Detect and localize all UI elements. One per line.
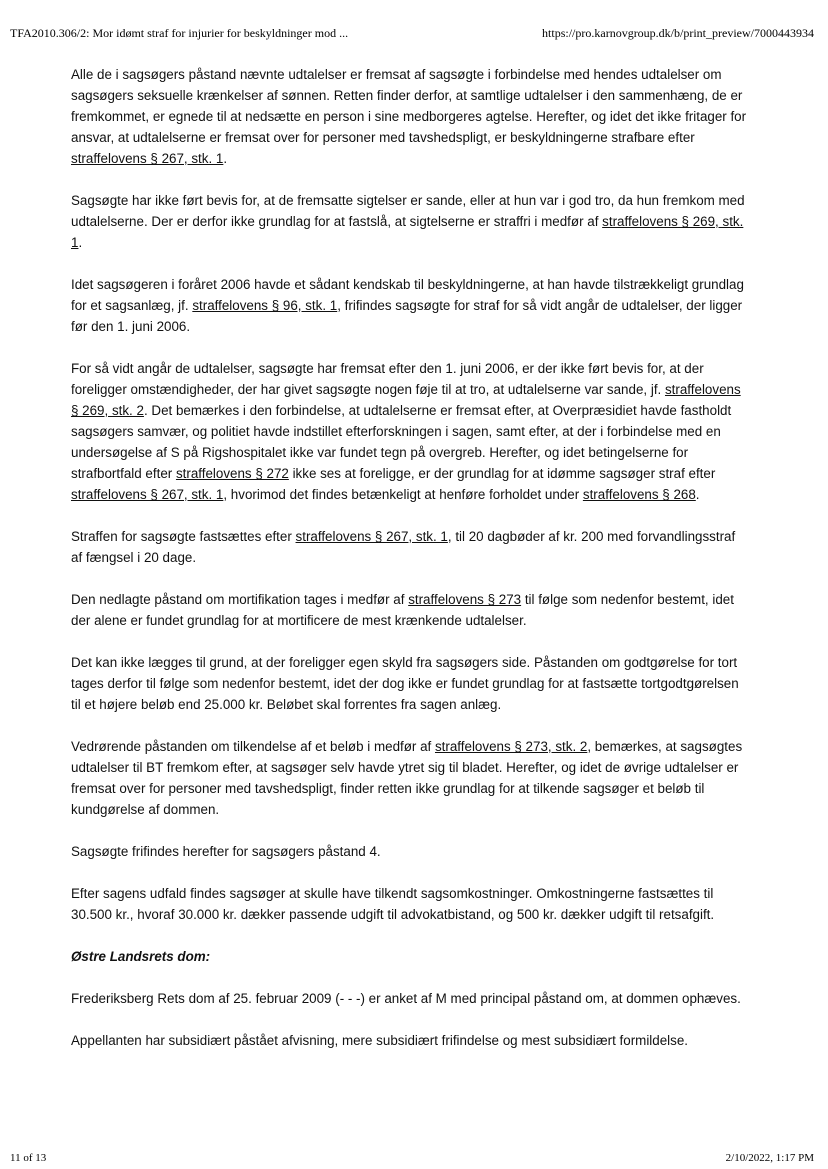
paragraph: [71, 988, 747, 1009]
law-reference-link[interactable]: straffelovens § 96, stk. 1: [192, 298, 338, 313]
law-reference-link[interactable]: straffelovens § 272: [175, 466, 289, 481]
paragraph-text: Den nedlagte påstand om mortifikation tages i medfør af: [71, 592, 409, 607]
paragraph-text: .: [78, 235, 83, 250]
paragraph-text: Appellanten har subsidiært påstået afvisning, mere subsidiært frifindelse og mest subsidiært formildelse.: [71, 1033, 689, 1048]
paragraph-text: , til 20 dagbøder af kr. 200 med forvandlingsstraf af fængsel i 20 dage.: [71, 529, 736, 565]
document-body: [71, 64, 747, 1072]
paragraph-text: ikke ses at foreligge, er der grundlag for at idømme sagsøger straf efter: [288, 466, 716, 481]
law-reference-link[interactable]: straffelovens § 267, stk. 1: [71, 487, 224, 502]
paragraph-text: .: [695, 487, 700, 502]
paragraph: [71, 841, 747, 862]
paragraph-text: Vedrørende påstanden om tilkendelse af et beløb i medfør af: [71, 739, 435, 754]
paragraph-text: Sagsøgte frifindes herefter for sagsøgers påstand 4.: [71, 844, 381, 859]
print-footer: [10, 1152, 814, 1164]
paragraph: [71, 526, 747, 568]
section-heading: Østre Landsrets dom:: [71, 949, 211, 964]
paragraph-text: Straffen for sagsøgte fastsættes efter: [71, 529, 296, 544]
law-reference-link[interactable]: straffelovens § 273, stk. 2: [434, 739, 588, 754]
paragraph: [71, 883, 747, 925]
paragraph: [71, 64, 747, 169]
paragraph-text: Frederiksberg Rets dom af 25. februar 2009 (- - -) er anket af M med principal påstand om, at dommen ophæves.: [71, 991, 741, 1006]
paragraph-text: til følge som nedenfor bestemt, idet der alene er fundet grundlag for at mortificere de mest krænkende udtalelser.: [71, 592, 734, 628]
paragraph-text: , bemærkes, at sagsøgtes udtalelser til BT fremkom efter, at sagsøger selv havde ytret sig til bladet. Herefter, og idet de øvrige udtalelser er fremsat over for personer med tavshedspligt, finder retten ikke grundlag for at tilkende sagsøger et beløb til kundgørelse af dommen.: [71, 739, 743, 817]
law-reference-link[interactable]: straffelovens § 267, stk. 1: [295, 529, 448, 544]
document-title: TFA2010.306/2: Mor idømt straf for injurier for beskyldninger mod ...: [10, 26, 349, 40]
law-reference-link[interactable]: straffelovens § 268: [582, 487, 696, 502]
paragraph-text: Efter sagens udfald findes sagsøger at skulle have tilkendt sagsomkostninger. Omkostningerne fastsættes til 30.500 kr., hvoraf 30.000 kr. dækker passende udgift til advokatbistand, og 500 kr. dækker udgift til retsafgift.: [71, 886, 715, 922]
paragraph-text: .: [223, 151, 228, 166]
paragraph-text: For så vidt angår de udtalelser, sagsøgte har fremsat efter den 1. juni 2006, er der ikke ført bevis for, at der foreligger omstændigheder, der har givet sagsøgte nogen føje til at tro, at udtalelserne var sande, jf.: [71, 361, 704, 397]
paragraph: [71, 652, 747, 715]
print-datetime: 2/10/2022, 1:17 PM: [725, 1152, 814, 1164]
law-reference-link[interactable]: straffelovens § 267, stk. 1: [71, 151, 224, 166]
paragraph-group-before: [71, 64, 747, 925]
law-reference-link[interactable]: straffelovens § 273: [408, 592, 522, 607]
paragraph: [71, 274, 747, 337]
paragraph-text: Alle de i sagsøgers påstand nævnte udtalelser er fremsat af sagsøgte i forbindelse med hendes udtalelser om sagsøgers seksuelle krænkelser af sønnen. Retten finder derfor, at samtlige udtalelser i den sammenhæng, de er fremkommet, er egnede til at nedsætte en person i sine medborgeres agtelse. Herefter, og idet det ikke fritager for ansvar, at udtalelserne er fremsat over for personer med tavshedspligt, er beskyldningerne strafbare efter: [71, 67, 747, 145]
page-number: 11 of 13: [10, 1152, 47, 1164]
paragraph-text: , hvorimod det findes betænkeligt at henføre forholdet under: [223, 487, 583, 502]
paragraph-text: , frifindes sagsøgte for straf for så vidt angår de udtalelser, der ligger før den 1. juni 2006.: [71, 298, 743, 334]
paragraph: [71, 736, 747, 820]
paragraph: [71, 190, 747, 253]
law-reference-link[interactable]: straffelovens § 269, stk. 2: [71, 382, 741, 418]
paragraph-text: Sagsøgte har ikke ført bevis for, at de fremsatte sigtelser er sande, eller at hun var i god tro, da hun fremkom med udtalelserne. Der er derfor ikke grundlag for at fastslå, at sigtelserne er straffri i medfør af: [71, 193, 745, 229]
paragraph-text: . Det bemærkes i den forbindelse, at udtalelserne er fremsat efter, at Overpræsidiet havde fastholdt sagsøgers samvær, og politiet havde indstillet efterforskningen i sagen, samt efter, at der i forbindelse med en undersøgelse af S på Rigshospitalet ikke var fundet tegn på overgreb. Herefter, og idet betingelserne for strafbortfald efter: [71, 403, 732, 481]
law-reference-link[interactable]: straffelovens § 269, stk. 1: [71, 214, 744, 250]
paragraph: [71, 589, 747, 631]
paragraph-group-after: [71, 988, 747, 1051]
paragraph: [71, 358, 747, 505]
paragraph-text: Det kan ikke lægges til grund, at der foreligger egen skyld fra sagsøgers side. Påstanden om godtgørelse for tort tages derfor til følge som nedenfor bestemt, idet der dog ikke er fundet grundlag for at fastsætte tortgodtgørelsen til et højere beløb end 25.000 kr. Beløbet skal forrentes fra sagen anlæg.: [71, 655, 739, 712]
paragraph-text: Idet sagsøgeren i foråret 2006 havde et sådant kendskab til beskyldningerne, at han havde tilstrækkeligt grundlag for et sagsanlæg, jf.: [71, 277, 744, 313]
paragraph: [71, 1030, 747, 1051]
print-header: [10, 26, 814, 41]
page-url: https://pro.karnovgroup.dk/b/print_preview/7000443934: [542, 26, 814, 40]
